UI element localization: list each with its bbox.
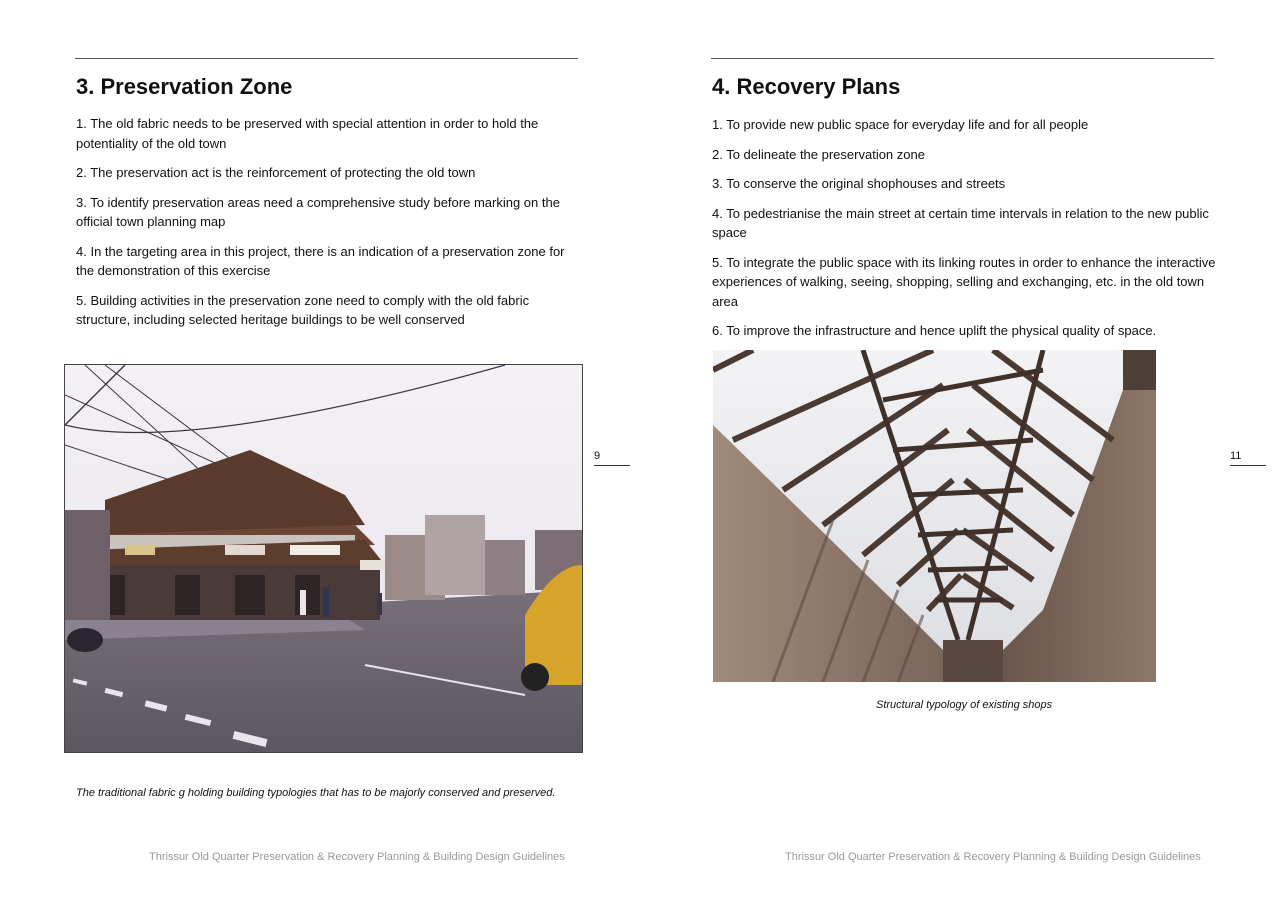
page-number: 9 xyxy=(594,450,630,466)
section-heading: 4. Recovery Plans xyxy=(712,74,901,99)
list-item: 3. To identify preservation areas need a comprehensive study before marking on the official town planning map xyxy=(76,194,560,229)
photo-caption: The traditional fabric g holding building typologies that has to be majorly conserved and preserved. xyxy=(76,787,556,799)
list-item: 6. To improve the infrastructure and hence uplift the physical quality of space. xyxy=(712,323,1157,338)
list-item: 2. To delineate the preservation zone xyxy=(712,146,925,162)
top-rule xyxy=(711,58,1214,59)
page-number: 11 xyxy=(1230,450,1266,466)
section-heading: 3. Preservation Zone xyxy=(76,74,293,99)
list-item: 4. In the targeting area in this project, there is an indication of a preservation zone for the demonstration of this exercise xyxy=(76,243,565,278)
street-photo xyxy=(64,364,583,753)
list-item: 1. The old fabric needs to be preserved with special attention in order to hold the potentiality of the old town xyxy=(76,116,539,151)
top-rule xyxy=(75,58,578,59)
recovery-list xyxy=(712,115,1218,351)
photo-caption: Structural typology of existing shops xyxy=(876,699,1053,711)
list-item: 1. To provide new public space for everyday life and for all people xyxy=(712,117,1089,132)
right-page xyxy=(636,0,1272,899)
roof-structure-photo xyxy=(713,350,1156,682)
list-item: 5. Building activities in the preservation zone need to comply with the old fabric structure, including selected heritage buildings to be well conserved xyxy=(76,292,530,327)
list-item: 4. To pedestrianise the main street at certain time intervals in relation to the new public space xyxy=(712,205,1209,240)
list-item: 3. To conserve the original shophouses and streets xyxy=(712,176,1006,191)
preservation-list xyxy=(76,114,582,340)
list-item: 5. To integrate the public space with its linking routes in order to enhance the interactive experiences of walking, seeing, shopping, selling and exchanging, etc. in the old town area xyxy=(712,254,1216,309)
street-photo-illustration xyxy=(65,365,582,752)
page-footer: Thrissur Old Quarter Preservation & Recovery Planning & Building Design Guidelines xyxy=(149,851,565,863)
page-footer: Thrissur Old Quarter Preservation & Recovery Planning & Building Design Guidelines xyxy=(785,851,1201,863)
roof-structure-illustration xyxy=(713,350,1156,682)
list-item: 2. The preservation act is the reinforcement of protecting the old town xyxy=(76,165,476,180)
